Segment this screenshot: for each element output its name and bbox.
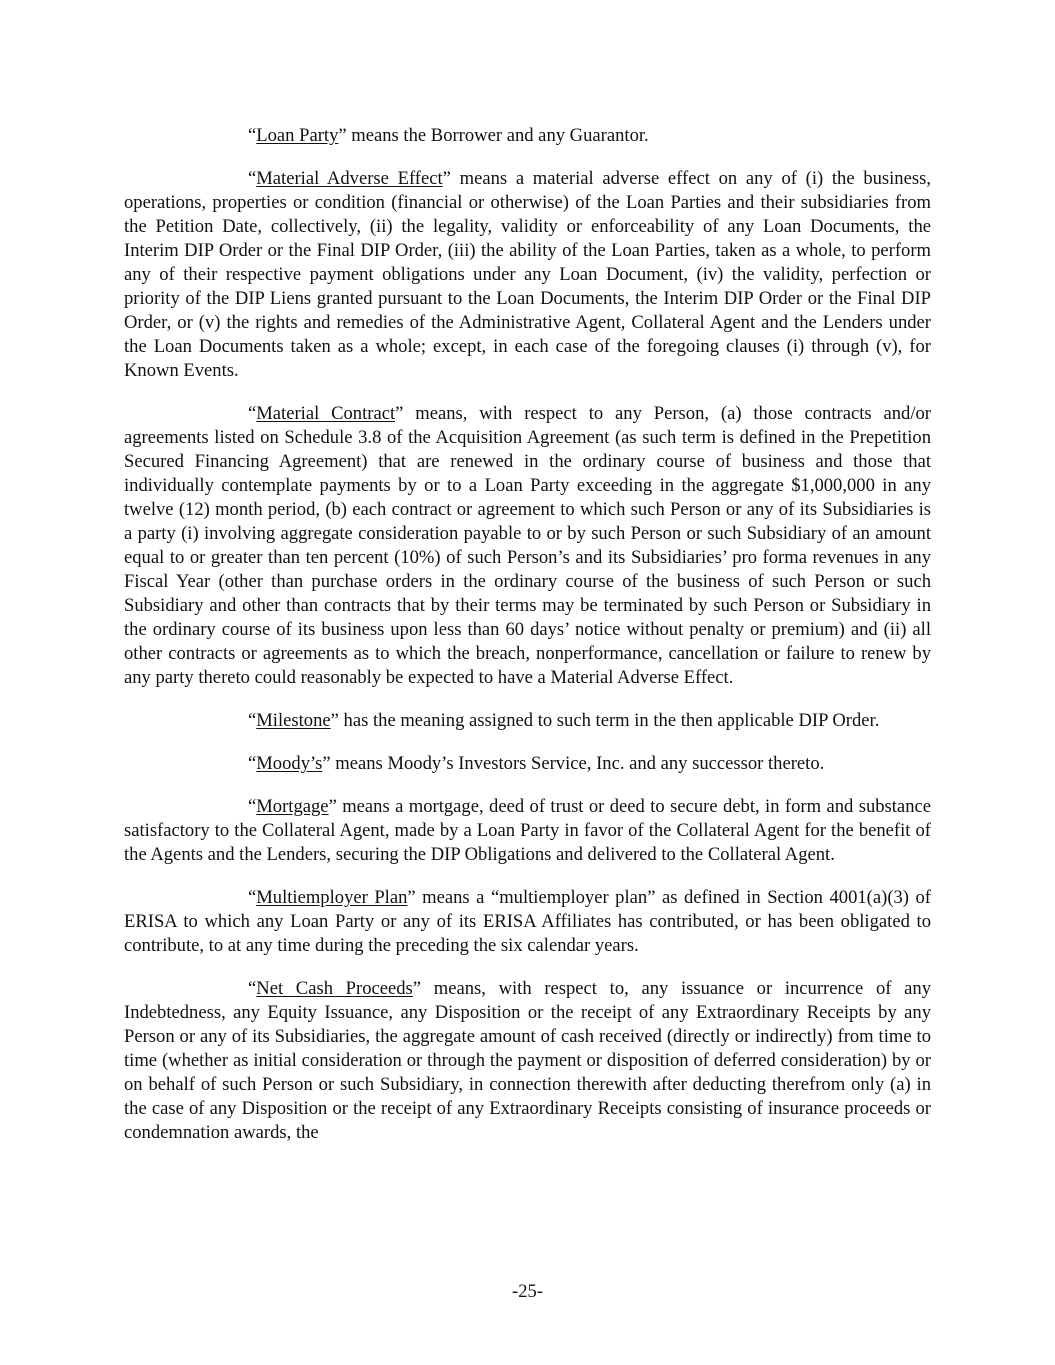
definition-body: ” means Moody’s Investors Service, Inc. and any successor thereto. — [322, 753, 825, 774]
defined-term: Moody’s — [256, 753, 323, 774]
definition-body: ” means, with respect to any Person, (a) those contracts and/or agreements listed on Schedule 3.8 of the Acquisition Agreement (as such term is defined in the Prepetition Secured Financing Agreement) that are renewed in the ordinary course of business and those that individually contemplate payments by or to a Loan Party exceeding in the aggregate $1,000,000 in any twelve (12) month period, (b) each contract or agreement to which such Person or any of its Subsidiaries is a party (i) involving aggregate consideration payable to or by such Person or such Subsidiary of an amount equal to or greater than ten percent (10%) of such Person’s and its Subsidiaries’ pro forma revenues in any Fiscal Year (other than purchase orders in the ordinary course of the business of such Person or such Subsidiary and other than contracts that by their terms may be terminated by such Person or Subsidiary in the ordinary course of its business upon less than 60 days’ notice without penalty or premium) and (ii) all other contracts or agreements as to which the breach, nonperformance, cancellation or failure to renew by any party thereto could reasonably be expected to have a Material Adverse Effect. — [124, 403, 931, 688]
definition-multiemployer-plan: “Multiemployer Plan” means a “multiemployer plan” as defined in Section 4001(a)(3) of ERISA to which any Loan Party or any of its ERISA Affiliates has contributed, or has been obligated to contribute, to at any time during the preceding the six calendar years. — [124, 887, 931, 956]
definition-body: ” means a “multiemployer plan” as defined in Section 4001(a)(3) of ERISA to which any Loan Party or any of its ERISA Affiliates has contributed, or has been obligated to contribute, to at any time during the preceding the six calendar years. — [124, 887, 931, 956]
definition-body: ” means a material adverse effect on any of (i) the business, operations, properties or condition (financial or otherwise) of the Loan Parties and their subsidiaries from the Petition Date, collectively, (ii) the legality, validity or enforceability of any Loan Documents, the Interim DIP Order or the Final DIP Order, (iii) the ability of the Loan Parties, taken as a whole, to perform any of their respective payment obligations under any Loan Document, (iv) the validity, perfection or priority of the DIP Liens granted pursuant to the Loan Documents, the Interim DIP Order or the Final DIP Order, or (v) the rights and remedies of the Administrative Agent, Collateral Agent and the Lenders under the Loan Documents taken as a whole; except, in each case of the foregoing clauses (i) through (v), for Known Events. — [124, 168, 931, 381]
definition-body: ” means, with respect to, any issuance or incurrence of any Indebtedness, any Equity Issuance, any Disposition or the receipt of any Extraordinary Receipts by any Person or any of its Subsidiaries, the aggregate amount of cash received (directly or indirectly) from time to time (whether as initial consideration or through the payment or disposition of deferred consideration) by or on behalf of such Person or such Subsidiary, in connection therewith after deducting therefrom only (a) in the case of any Disposition or the receipt of any Extraordinary Receipts consisting of insurance proceeds or condemnation awards, the — [124, 978, 931, 1143]
definition-body: ” has the meaning assigned to such term in the then applicable DIP Order. — [330, 710, 880, 731]
defined-term: Loan Party — [256, 125, 339, 146]
page-number: -25- — [512, 1281, 543, 1302]
definition-body: ” means a mortgage, deed of trust or deed to secure debt, in form and substance satisfactory to the Collateral Agent, made by a Loan Party in favor of the Collateral Agent for the benefit of the Agents and the Lenders, securing the DIP Obligations and delivered to the Collateral Agent. — [124, 796, 931, 865]
definition-moodys: “Moody’s” means Moody’s Investors Service, Inc. and any successor thereto. — [248, 753, 825, 774]
defined-term: Material Contract — [256, 403, 396, 424]
defined-term: Net Cash Proceeds — [256, 978, 413, 999]
definition-mortgage: “Mortgage” means a mortgage, deed of trust or deed to secure debt, in form and substance satisfactory to the Collateral Agent, made by a Loan Party in favor of the Collateral Agent for the benefit of the Agents and the Lenders, securing the DIP Obligations and delivered to the Collateral Agent. — [124, 796, 931, 865]
defined-term: Multiemployer Plan — [256, 887, 408, 908]
definition-net-cash-proceeds: “Net Cash Proceeds” means, with respect to, any issuance or incurrence of any Indebtedness, any Equity Issuance, any Disposition or the receipt of any Extraordinary Receipts by any Person or any of its Subsidiaries, the aggregate amount of cash received (directly or indirectly) from time to time (whether as initial consideration or through the payment or disposition of deferred consideration) by or on behalf of such Person or such Subsidiary, in connection therewith after deducting therefrom only (a) in the case of any Disposition or the receipt of any Extraordinary Receipts consisting of insurance proceeds or condemnation awards, the — [124, 978, 931, 1143]
defined-term: Mortgage — [256, 796, 329, 817]
definition-body: ” means the Borrower and any Guarantor. — [338, 125, 649, 146]
definition-milestone: “Milestone” has the meaning assigned to such term in the then applicable DIP Order. — [248, 710, 880, 731]
definition-loan-party: “Loan Party” means the Borrower and any Guarantor. — [248, 125, 649, 146]
definition-material-adverse-effect: “Material Adverse Effect” means a material adverse effect on any of (i) the business, operations, properties or condition (financial or otherwise) of the Loan Parties and their subsidiaries from the Petition Date, collectively, (ii) the legality, validity or enforceability of any Loan Documents, the Interim DIP Order or the Final DIP Order, (iii) the ability of the Loan Parties, taken as a whole, to perform any of their respective payment obligations under any Loan Document, (iv) the validity, perfection or priority of the DIP Liens granted pursuant to the Loan Documents, the Interim DIP Order or the Final DIP Order, or (v) the rights and remedies of the Administrative Agent, Collateral Agent and the Lenders under the Loan Documents taken as a whole; except, in each case of the foregoing clauses (i) through (v), for Known Events. — [124, 168, 931, 381]
document-page — [124, 124, 931, 1164]
definition-material-contract: “Material Contract” means, with respect to any Person, (a) those contracts and/or agreements listed on Schedule 3.8 of the Acquisition Agreement (as such term is defined in the Prepetition Secured Financing Agreement) that are renewed in the ordinary course of business and those that individually contemplate payments by or to a Loan Party exceeding in the aggregate $1,000,000 in any twelve (12) month period, (b) each contract or agreement to which such Person or any of its Subsidiaries is a party (i) involving aggregate consideration payable to or by such Person or such Subsidiary of an amount equal to or greater than ten percent (10%) of such Person’s and its Subsidiaries’ pro forma revenues in any Fiscal Year (other than purchase orders in the ordinary course of the business of such Person or such Subsidiary and other than contracts that by their terms may be terminated by such Person or Subsidiary in the ordinary course of its business upon less than 60 days’ notice without penalty or premium) and (ii) all other contracts or agreements as to which the breach, nonperformance, cancellation or failure to renew by any party thereto could reasonably be expected to have a Material Adverse Effect. — [124, 403, 931, 688]
defined-term: Milestone — [256, 710, 331, 731]
defined-term: Material Adverse Effect — [256, 168, 443, 189]
